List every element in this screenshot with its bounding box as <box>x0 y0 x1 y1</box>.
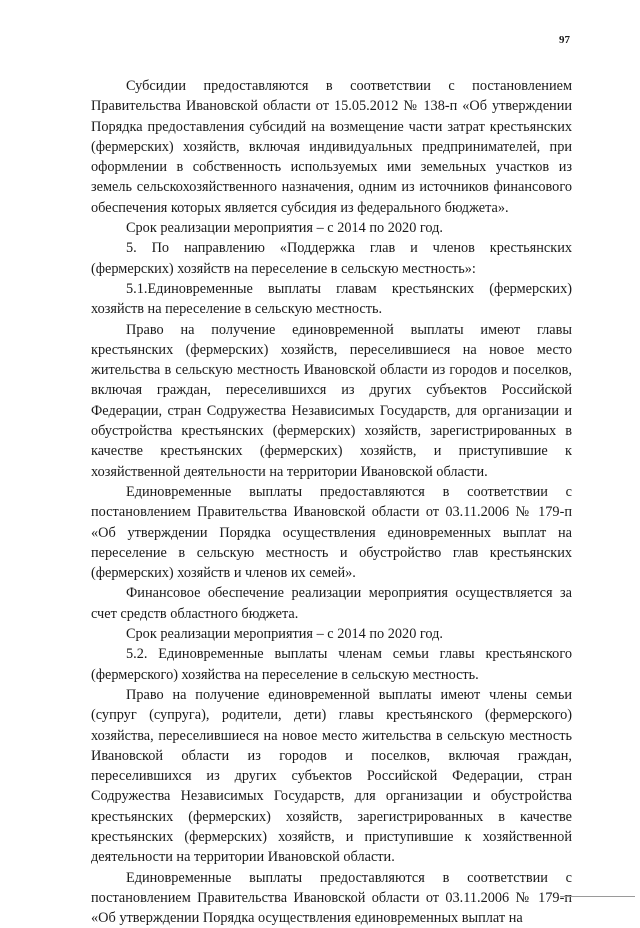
paragraph-section-5-2: 5.2. Единовременные выплаты членам семьи главы крестьянского (фермерского) хозяйства на переселение в сельскую местность. <box>91 646 572 683</box>
paragraph-term-2: Срок реализации мероприятия – с 2014 по 2020 год. <box>126 626 444 643</box>
paragraph-direction-5: 5. По направлению «Поддержка глав и членов крестьянских (фермерских) хозяйств на переселение в сельскую местность»: <box>91 240 572 277</box>
page-number: 97 <box>559 34 570 46</box>
paragraph-right-heads: Право на получение единовременной выплаты имеют главы крестьянских (фермерских) хозяйств, переселившиеся на новое место жительства в сельскую местность Ивановской области из городов и поселков, включая граждан, переселившихся из других субъектов Российской Федерации, стран Содружества Независимых Государств, для организации и обустройства крестьянских (фермерских) хозяйств, зарегистрированных в качестве крестьянских (фермерских) хозяйств, и приступившие к хозяйственной деятельности на территории Ивановской области. <box>91 321 572 480</box>
paragraph-payments-basis-2: Единовременные выплаты предоставляются в соответствии с постановлением Правительства Ивановской области от 03.11.2006 № 179-п «Об утверждении Порядка осуществления единовременных выплат на <box>91 869 572 927</box>
paragraph-payments-basis-1: Единовременные выплаты предоставляются в соответствии с постановлением Правительства Ивановской области от 03.11.2006 № 179-п «Об утверждении Порядка осуществления единовременных выплат на переселение в сельскую местность и обустройство глав крестьянских (фермерских) хозяйств и членов их семей». <box>91 483 572 582</box>
body-text <box>91 76 572 928</box>
scan-edge-line <box>560 896 635 897</box>
paragraph-section-5-1: 5.1.Единовременные выплаты главам крестьянских (фермерских) хозяйств на переселение в сельскую местность. <box>91 280 572 318</box>
paragraph-subsidies-basis: Субсидии предоставляются в соответствии с постановлением Правительства Ивановской области от 15.05.2012 № 138-п «Об утверждении Порядка предоставления субсидий на возмещение части затрат крестьянских (фермерских) хозяйств, включая индивидуальных предпринимателей, при оформлении в собственность используемых ими земельных участков из земель сельскохозяйственного назначения, одним из источников финансового обеспечения которых является субсидия из федерального бюджета». <box>91 78 572 216</box>
paragraph-financing: Финансовое обеспечение реализации мероприятия осуществляется за счет средств областного бюджета. <box>91 585 572 622</box>
paragraph-term-1: Срок реализации мероприятия – с 2014 по 2020 год. <box>126 220 444 237</box>
paragraph-right-family: Право на получение единовременной выплаты имеют члены семьи (супруг (супруга), родители, дети) главы крестьянского (фермерского) хозяйства, переселившиеся на новое место жительства в сельскую местность Ивановской области из городов и поселков, включая граждан, переселившихся из других субъектов Российской Федерации, стран Содружества Независимых Государств, для организации и обустройства крестьянских (фермерских) хозяйств, зарегистрированных в качестве крестьянских (фермерских) хозяйств, и приступившие к хозяйственной деятельности на территории Ивановской области. <box>91 686 572 866</box>
